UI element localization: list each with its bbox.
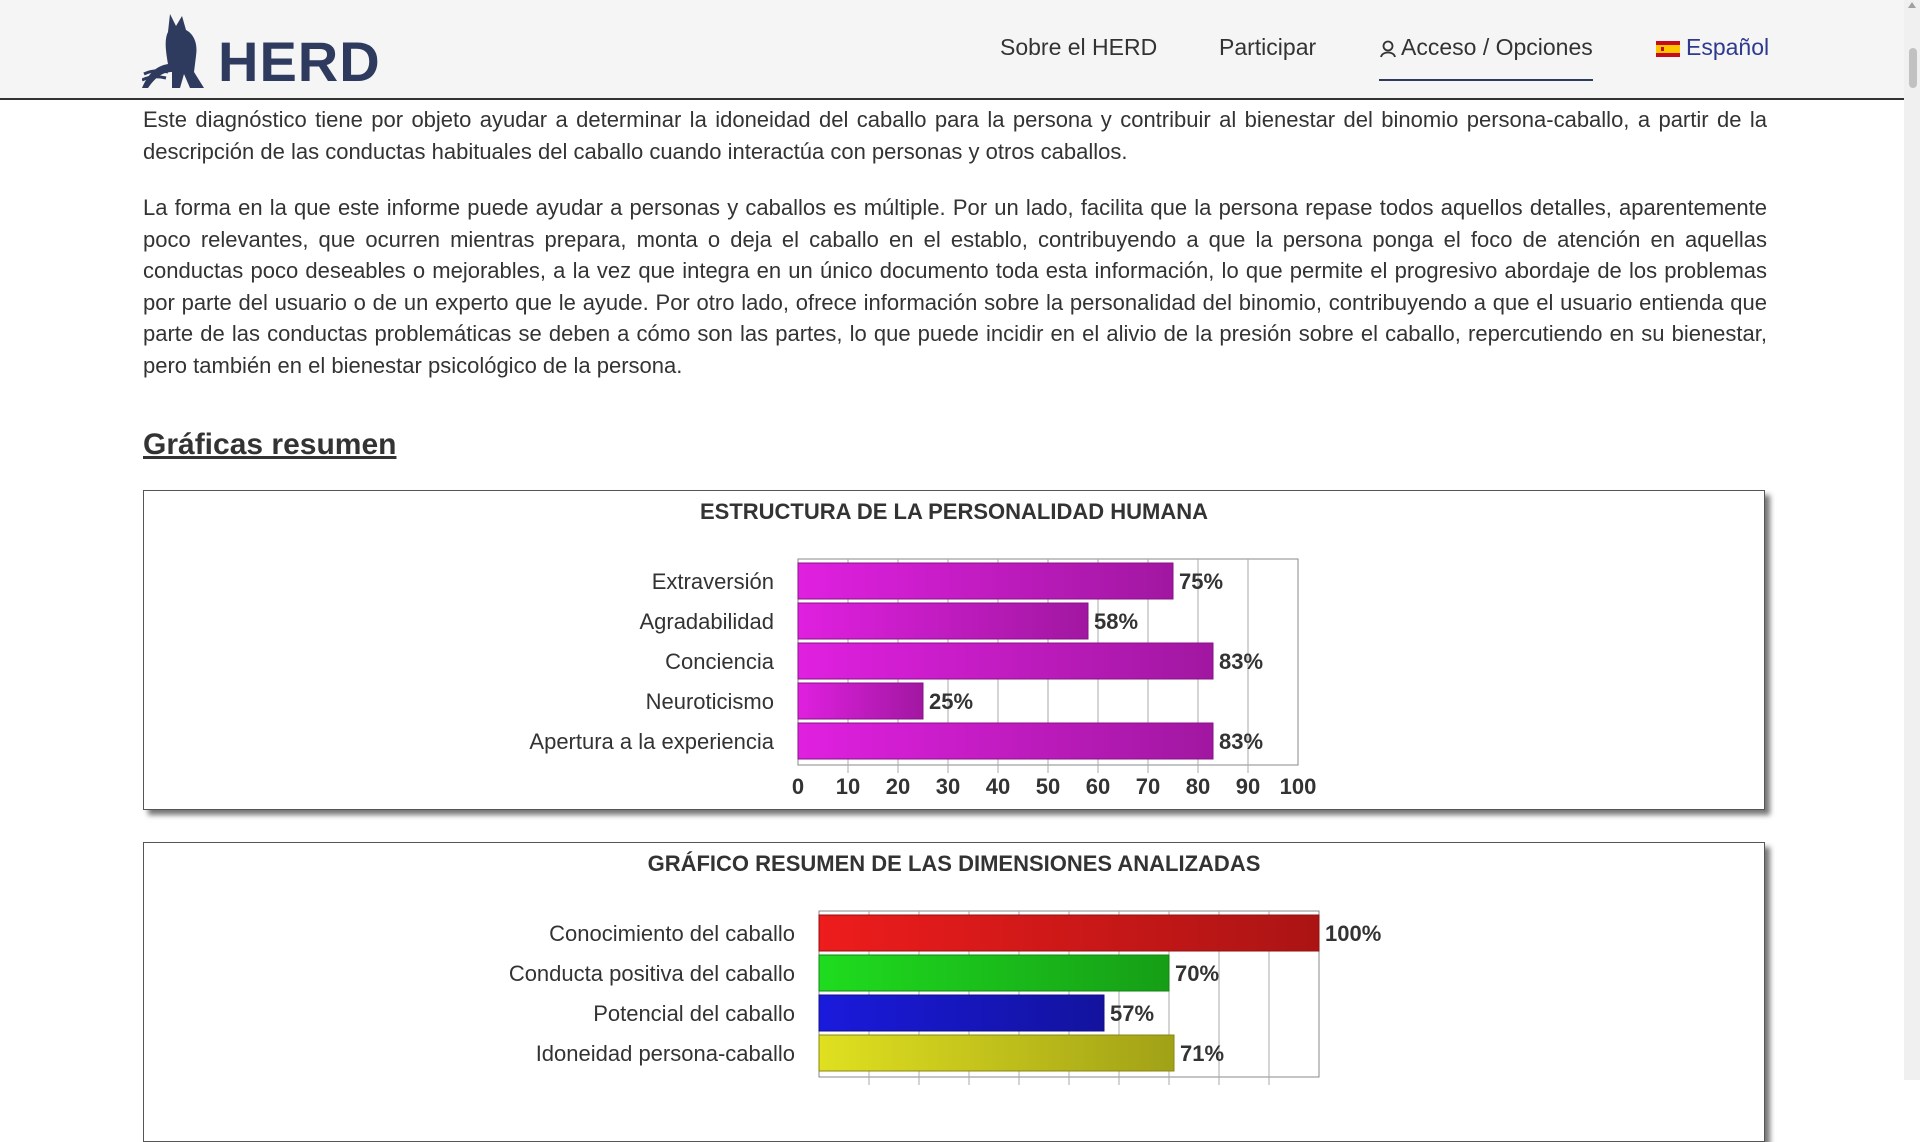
x-tick-label: 80 — [1185, 774, 1211, 799]
category-label: Idoneidad persona-caballo — [535, 1041, 795, 1066]
horse-logo-icon — [142, 12, 222, 90]
category-label: Agradabilidad — [639, 609, 774, 634]
bar-1 — [819, 955, 1169, 991]
dimensions-chart-plot — [144, 843, 1764, 1141]
bar-0 — [798, 563, 1173, 599]
x-tick-label: 60 — [1085, 774, 1111, 799]
nav-acceso-opciones[interactable] — [1379, 34, 1593, 81]
language-label: Español — [1686, 34, 1770, 60]
chart-title: ESTRUCTURA DE LA PERSONALIDAD HUMANA — [699, 499, 1209, 524]
data-label: 58% — [1094, 609, 1139, 634]
category-label: Potencial del caballo — [593, 1001, 795, 1026]
x-tick-label: 20 — [885, 774, 911, 799]
x-tick-label: 0 — [791, 774, 805, 799]
page-scrollbar[interactable] — [1904, 0, 1920, 1080]
bar-0 — [819, 915, 1319, 951]
data-label: 57% — [1110, 1001, 1155, 1026]
bar-2 — [798, 643, 1213, 679]
x-tick-label: 90 — [1235, 774, 1261, 799]
bar-4 — [798, 723, 1213, 759]
bar-3 — [798, 683, 923, 719]
data-label: 83% — [1219, 649, 1264, 674]
spain-flag-icon — [1656, 41, 1680, 57]
category-label: Conocimiento del caballo — [549, 921, 795, 946]
category-label: Apertura a la experiencia — [529, 729, 774, 754]
data-label: 70% — [1175, 961, 1220, 986]
main-content — [143, 104, 1767, 1066]
section-title: Gráficas resumen — [143, 428, 397, 461]
data-label: 83% — [1219, 729, 1264, 754]
logo-text: HERD — [218, 30, 381, 93]
nav-acceso-label: Acceso / Opciones — [1401, 34, 1593, 60]
scroll-up-arrow-icon[interactable] — [1908, 2, 1916, 8]
x-tick-label: 40 — [985, 774, 1011, 799]
user-icon — [1379, 40, 1397, 58]
x-tick-label: 70 — [1135, 774, 1161, 799]
intro-paragraph-1: Este diagnóstico tiene por objeto ayudar a determinar la idoneidad del caballo para la persona y contribuir al bienestar del binomio persona-caballo, a partir de la descripción de las conductas habituales del caballo cuando interactúa con personas y otros caballos. — [143, 107, 1767, 164]
bar-3 — [819, 1035, 1174, 1071]
x-tick-label: 100 — [1279, 774, 1317, 799]
chart-title: GRÁFICO RESUMEN DE LAS DIMENSIONES ANALIZADAS — [647, 851, 1261, 876]
data-label: 100% — [1325, 921, 1382, 946]
bar-1 — [798, 603, 1088, 639]
personality-chart-plot — [144, 491, 1764, 809]
herd-logo[interactable] — [142, 12, 381, 93]
nav-sobre-el-herd[interactable]: Sobre el HERD — [1000, 34, 1158, 60]
category-label: Conciencia — [665, 649, 774, 674]
dimensions-chart — [143, 842, 1765, 1142]
category-label: Extraversión — [651, 569, 774, 594]
scroll-thumb[interactable] — [1909, 48, 1917, 88]
nav-participar[interactable]: Participar — [1219, 34, 1317, 60]
x-tick-label: 50 — [1035, 774, 1061, 799]
top-navigation-bar — [0, 0, 1920, 100]
x-tick-label: 10 — [835, 774, 861, 799]
intro-paragraph-2: La forma en la que este informe puede ayudar a personas y caballos es múltiple. Por un lado, facilita que la persona repase todos aquellos detalles, aparentemente poco relevantes, que ocurren mientras prepara, monta o deja el caballo en el establo, contribuyendo a que la persona ponga el foco de atención en aquellas conductas poco deseables o mejorables, a la vez que integra en un único documento toda esta información, lo que permite el progresivo abordaje de los problemas por parte del usuario o de un experto que le ayude. Por otro lado, ofrece información sobre la personalidad del binomio, contribuyendo a que el usuario entienda que parte de las conductas problemáticas se deben a cómo son las partes, lo que puede incidir en el alivio de la presión sobre el caballo, repercutiendo en su bienestar, pero también en el bienestar psicológico de la persona. — [143, 195, 1767, 378]
personality-chart — [143, 490, 1765, 810]
x-tick-label: 30 — [935, 774, 961, 799]
data-label: 25% — [929, 689, 974, 714]
bar-2 — [819, 995, 1104, 1031]
category-label: Neuroticismo — [645, 689, 774, 714]
data-label: 75% — [1179, 569, 1224, 594]
category-label: Conducta positiva del caballo — [508, 961, 795, 986]
language-selector[interactable] — [1656, 34, 1769, 61]
data-label: 71% — [1180, 1041, 1225, 1066]
